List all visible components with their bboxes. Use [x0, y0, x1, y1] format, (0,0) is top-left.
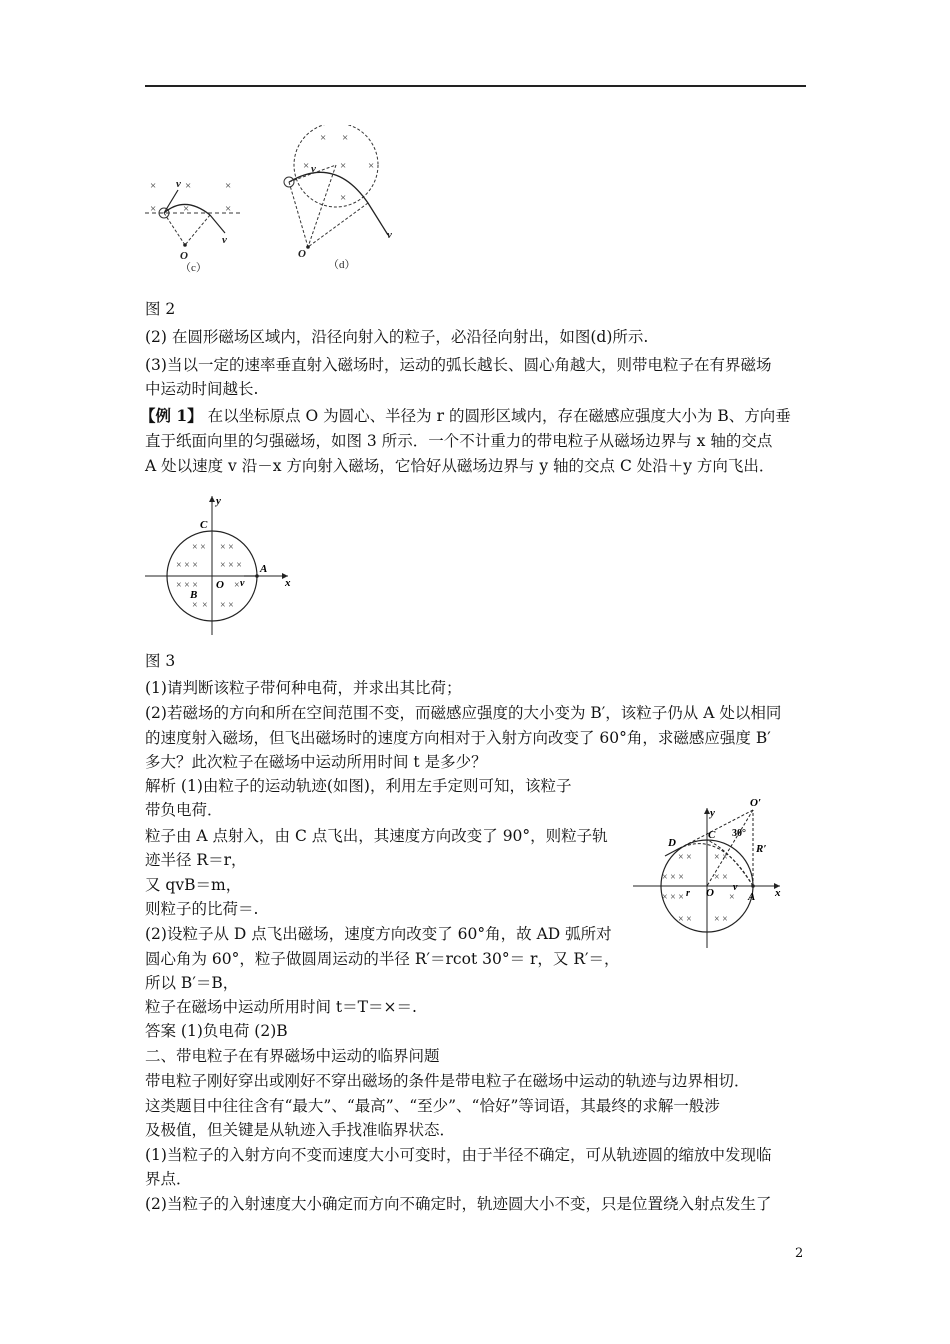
figure-c	[140, 165, 250, 275]
fig-d-o-label: O	[298, 248, 306, 260]
svg-text:× ×: × ×	[192, 542, 206, 553]
svg-text:×: ×	[234, 580, 240, 591]
svg-text:× ×: × ×	[714, 914, 728, 925]
svg-text:×: ×	[185, 180, 192, 192]
svg-text:×: ×	[202, 600, 208, 611]
header-rule	[145, 85, 806, 87]
solution-l7: (2)设粒子从 D 点飞出磁场，速度方向改变了 60°角，故 AD 弧所对	[145, 925, 612, 943]
fig3-caption: 图 3	[145, 652, 176, 670]
section2-l6: (2)当粒子的入射速度大小确定而方向不确定时，轨迹圆大小不变，只是位置绕入射点发生了	[145, 1195, 772, 1213]
para-time-l2: 中运动时间越长.	[145, 380, 259, 398]
sol-fig-d-label: D	[668, 837, 676, 849]
sol-fig-x-label: x	[775, 887, 781, 899]
svg-text:× × ×: × × ×	[662, 872, 684, 883]
svg-text:×: ×	[320, 132, 327, 144]
sol-fig-oprime-label: O′	[750, 797, 762, 809]
solution-l10: 粒子在磁场中运动所用时间 t＝T＝×＝.	[145, 998, 417, 1016]
fig3-x-label: x	[285, 577, 291, 589]
fig2-caption: 图 2	[145, 300, 176, 318]
sol-fig-y-label: y	[710, 807, 715, 819]
solution-l1: 解析 (1)由粒子的运动轨迹(如图)，利用左手定则可知，该粒子	[145, 777, 572, 795]
example1-line1	[140, 405, 791, 427]
svg-text:×: ×	[150, 203, 157, 215]
svg-text:×: ×	[368, 160, 375, 172]
question-2-l1: (2)若磁场的方向和所在空间范围不变，而磁感应强度的大小变为 B′，该粒子仍从 A 处以相同	[145, 704, 782, 722]
solution-l3: 粒子由 A 点射入，由 C 点飞出，其速度方向改变了 90°，则粒子轨	[145, 827, 608, 845]
section2-l3: 及极值，但关键是从轨迹入手找准临界状态．	[145, 1121, 456, 1139]
figure-3	[140, 490, 300, 640]
svg-text:× ×: × ×	[714, 872, 728, 883]
sol-fig-o-label: O	[706, 887, 714, 899]
svg-text:×: ×	[342, 132, 349, 144]
fig-c-v1-label: v	[176, 178, 181, 190]
question-1: (1)请判断该粒子带何种电荷，并求出其比荷；	[145, 679, 462, 697]
svg-text:× × ×: × × ×	[176, 560, 198, 571]
para-circle-radial: (2) 在圆形磁场区域内，沿径向射入的粒子，必沿径向射出，如图(d)所示.	[145, 328, 649, 346]
fig3-c-label: C	[200, 519, 208, 531]
section2-l5: 界点．	[145, 1170, 192, 1188]
svg-text:×: ×	[183, 203, 190, 215]
fig-d-v2-label: v	[387, 229, 392, 241]
svg-text:×: ×	[340, 192, 347, 204]
fig-d-v1-label: v	[311, 163, 316, 175]
svg-text:× ×: × ×	[220, 542, 234, 553]
fig3-v-label: v	[240, 578, 245, 589]
fig-c-v2-label: v	[222, 234, 227, 246]
svg-text:×: ×	[192, 600, 198, 611]
figure-solution	[630, 790, 790, 950]
fig3-b-label: B	[190, 589, 198, 601]
svg-text:× ×: × ×	[678, 852, 692, 863]
svg-text:×: ×	[303, 160, 310, 172]
page-number: 2	[795, 1246, 804, 1261]
svg-text:× × ×: × × ×	[662, 892, 684, 903]
figure-d	[280, 125, 410, 275]
fig3-o-label: O	[216, 579, 224, 591]
sol-fig-a-label: A	[748, 891, 756, 903]
sol-fig-v-label: v	[733, 882, 738, 893]
section2-l1: 带电粒子刚好穿出或刚好不穿出磁场的条件是带电粒子在磁场中运动的轨迹与边界相切．	[145, 1072, 750, 1090]
sol-fig-rprime-label: R′	[756, 843, 767, 855]
fig-c-caption: （c）	[180, 262, 207, 274]
sol-fig-c-label: C	[708, 829, 716, 841]
solution-l6: 则粒子的比荷＝.	[145, 900, 259, 918]
solution-l9: 所以 B′＝B，	[145, 974, 239, 992]
svg-text:× × ×: × × ×	[176, 580, 198, 591]
svg-text:×: ×	[340, 160, 347, 172]
svg-text:×: ×	[225, 180, 232, 192]
svg-text:× ×: × ×	[714, 852, 728, 863]
solution-l4: 迹半径 R＝r，	[145, 851, 247, 869]
solution-l5: 又 qvB＝m，	[145, 876, 242, 894]
sol-fig-r-label: r	[686, 888, 690, 899]
example1-tag: 【例 1】	[140, 406, 203, 425]
example1-line2: 直于纸面向里的匀强磁场，如图 3 所示．一个不计重力的带电粒子从磁场边界与 x 轴的交点	[145, 432, 773, 450]
solution-l2: 带负电荷．	[145, 801, 223, 819]
para-time-l1: (3)当以一定的速率垂直射入磁场时，运动的弧长越长、圆心角越大，则带电粒子在有界磁场	[145, 356, 772, 374]
svg-text:×: ×	[729, 892, 735, 903]
fig3-y-label: y	[216, 495, 221, 507]
section2-l2: 这类题目中往往含有“最大”、“最高”、“至少”、“恰好”等词语，其最终的求解一般涉	[145, 1097, 720, 1115]
answer-line: 答案 (1)负电荷 (2)B	[145, 1022, 288, 1040]
question-2-l2: 的速度射入磁场，但飞出磁场时的速度方向相对于入射方向改变了 60°角，求磁感应强度 B′	[145, 729, 771, 747]
fig-c-o-label: O	[180, 250, 188, 262]
svg-text:× ×: × ×	[220, 600, 234, 611]
fig3-a-label: A	[260, 563, 268, 575]
fig-d-caption: （d）	[328, 259, 356, 271]
section2-title: 二、带电粒子在有界磁场中运动的临界问题	[145, 1047, 440, 1065]
svg-text:× × ×: × × ×	[220, 560, 242, 571]
example1-line1-text: 在以坐标原点 O 为圆心、半径为 r 的圆形区域内，存在磁感应强度大小为 B、方向垂	[202, 407, 791, 425]
svg-text:×: ×	[225, 203, 232, 215]
solution-l8: 圆心角为 60°，粒子做圆周运动的半径 R′＝rcot 30°＝ r，又 R′＝，	[145, 950, 620, 968]
svg-text:×: ×	[150, 180, 157, 192]
svg-text:× ×: × ×	[678, 914, 692, 925]
section2-l4: (1)当粒子的入射方向不变而速度大小可变时，由于半径不确定，可从轨迹圆的缩放中发现临	[145, 1146, 772, 1164]
sol-fig-angle-label: 30°	[732, 828, 746, 839]
example1-line3: A 处以速度 v 沿－x 方向射入磁场，它恰好从磁场边界与 y 轴的交点 C 处沿＋y 方向飞出．	[145, 457, 775, 475]
question-2-l3: 多大？此次粒子在磁场中运动所用时间 t 是多少？	[145, 753, 487, 771]
